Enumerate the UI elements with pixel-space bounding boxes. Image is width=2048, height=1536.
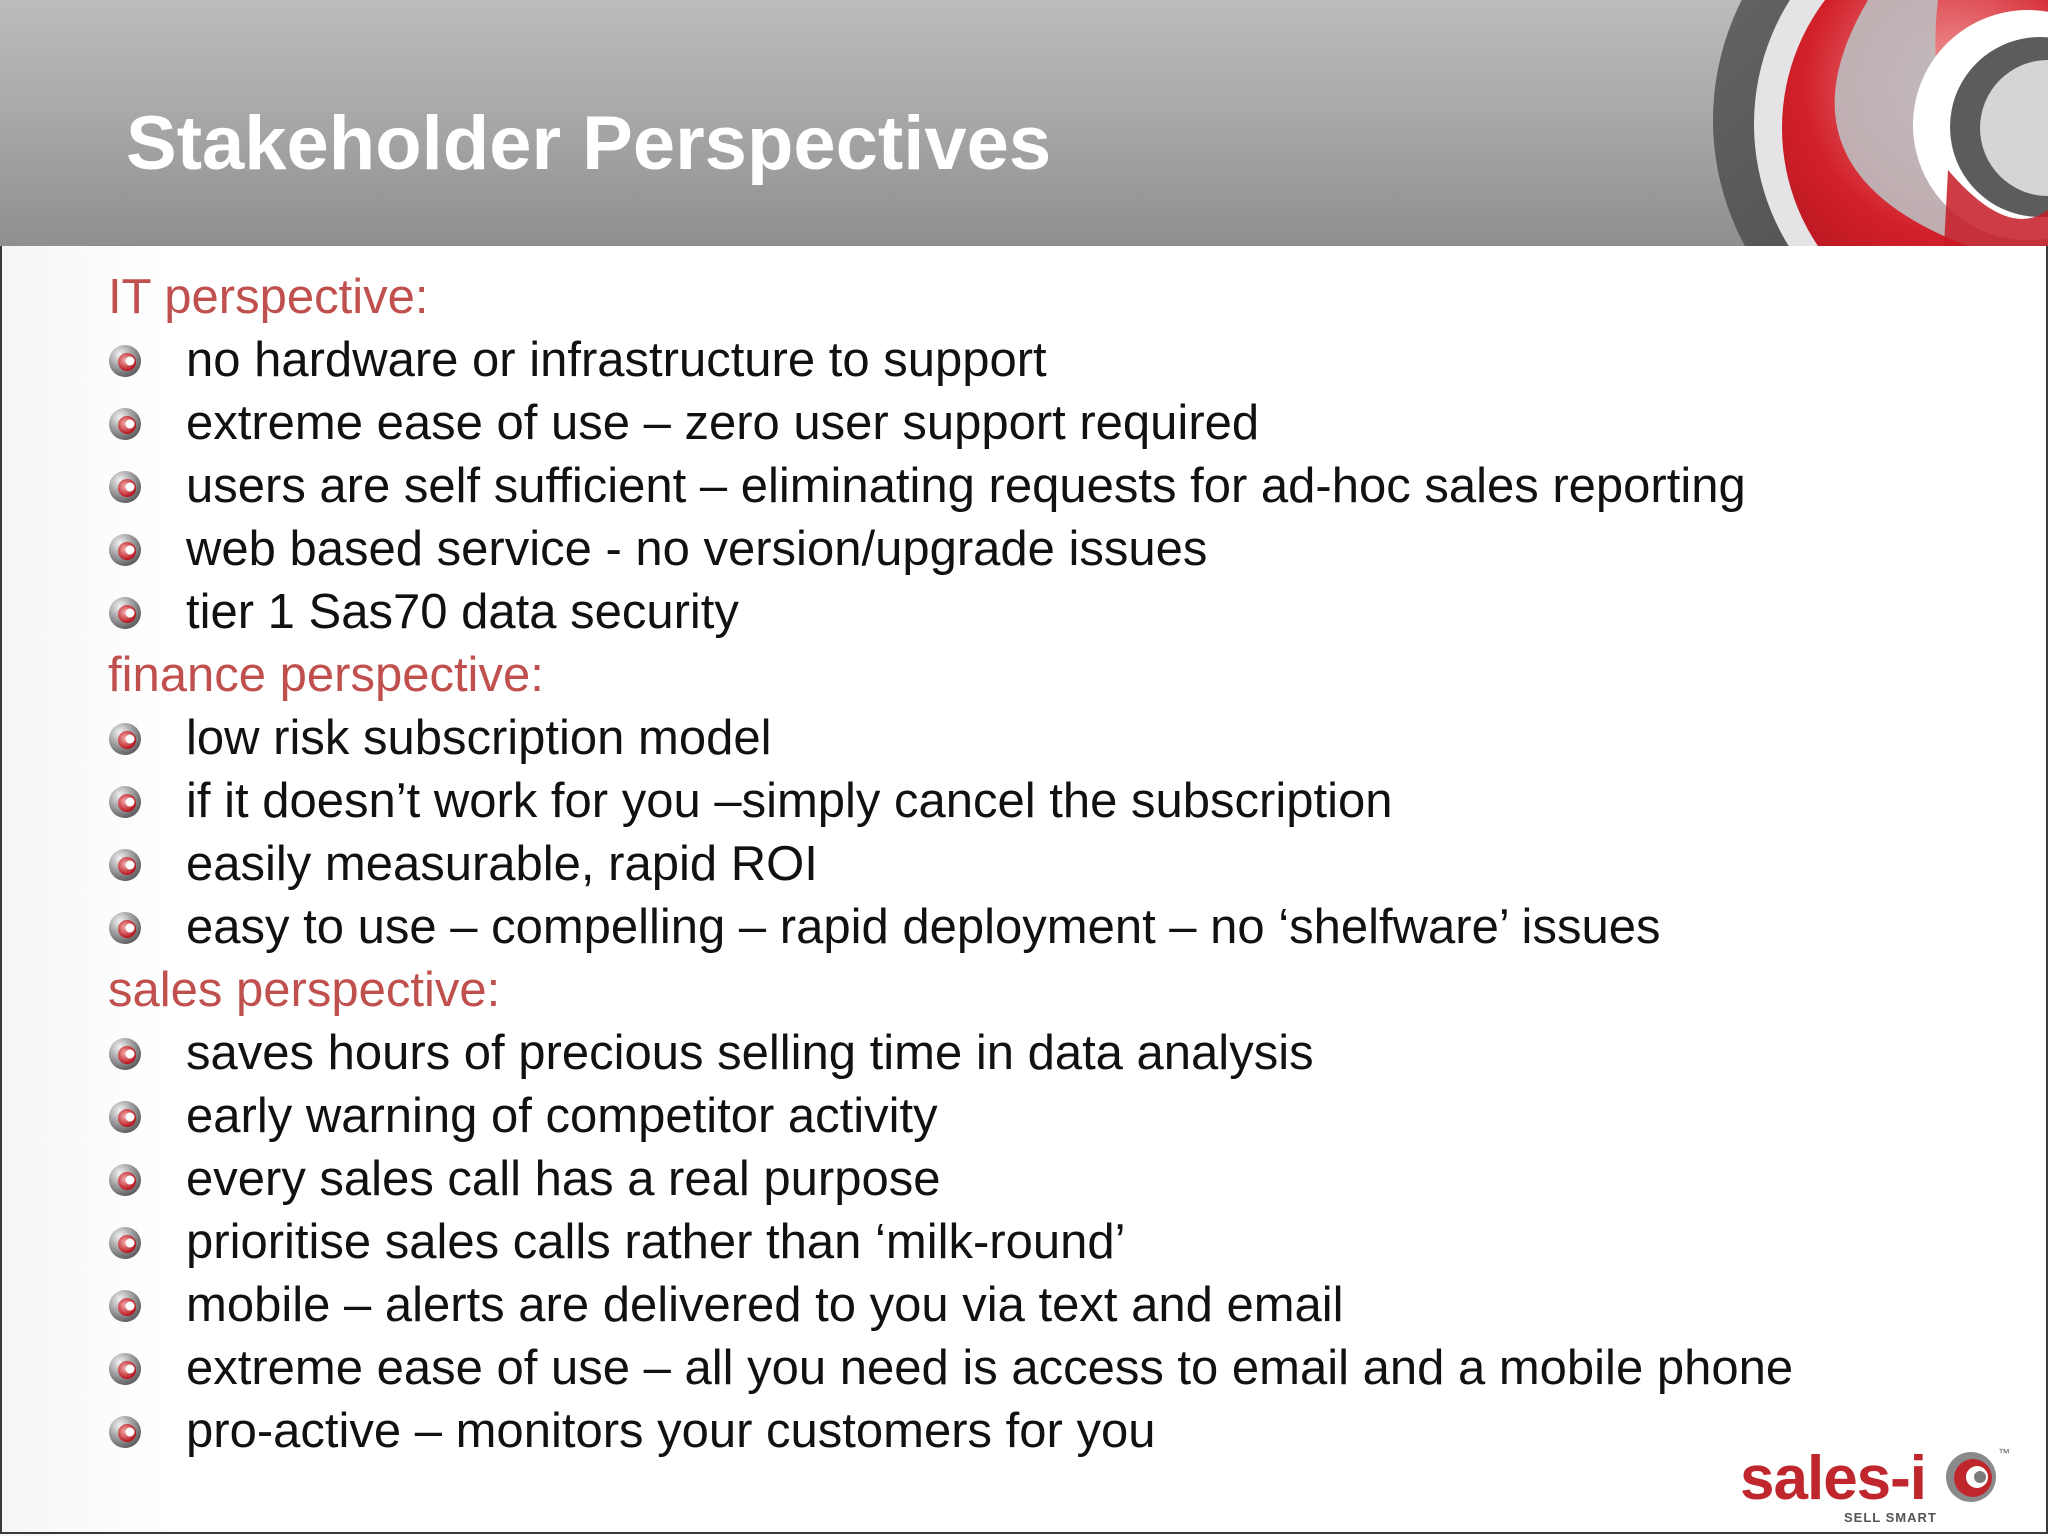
list-item-text: if it doesn’t work for you –simply cancel the subscription	[186, 774, 1393, 828]
orb-bullet-icon	[108, 785, 142, 819]
section-heading: IT perspective:	[108, 270, 429, 324]
list-item	[108, 1022, 1988, 1085]
list-item-text: users are self sufficient – eliminating requests for ad-hoc sales reporting	[186, 459, 1746, 513]
orb-bullet-icon	[108, 1226, 142, 1260]
logo-tagline: SELL SMART	[1844, 1510, 1937, 1525]
list-item	[108, 1148, 1988, 1211]
list-item	[108, 770, 1988, 833]
list-item-text: tier 1 Sas70 data security	[186, 585, 739, 639]
list-item	[108, 707, 1988, 770]
list-item-text: prioritise sales calls rather than ‘milk-round’	[186, 1215, 1126, 1269]
list-item	[108, 329, 1988, 392]
section-it	[108, 266, 1988, 644]
list-item	[108, 392, 1988, 455]
decorative-swoosh-icon	[1648, 0, 2048, 246]
orb-bullet-icon	[108, 848, 142, 882]
list-item	[108, 1085, 1988, 1148]
bullet-list	[108, 1022, 1988, 1463]
orb-bullet-icon	[108, 1415, 142, 1449]
section-sales	[108, 959, 1988, 1463]
list-item-text: web based service - no version/upgrade issues	[186, 522, 1208, 576]
list-item	[108, 1400, 1988, 1463]
slide-body	[108, 266, 1988, 1463]
orb-bullet-icon	[108, 722, 142, 756]
section-finance	[108, 644, 1988, 959]
section-heading: sales perspective:	[108, 963, 501, 1017]
logo-text: sales-i	[1740, 1444, 1927, 1513]
list-item-text: no hardware or infrastructure to support	[186, 333, 1047, 387]
list-item	[108, 518, 1988, 581]
list-item-text: every sales call has a real purpose	[186, 1152, 941, 1206]
section-heading: finance perspective:	[108, 648, 544, 702]
orb-bullet-icon	[108, 533, 142, 567]
orb-bullet-icon	[108, 1163, 142, 1197]
list-item	[108, 1337, 1988, 1400]
list-item-text: early warning of competitor activity	[186, 1089, 938, 1143]
list-item	[108, 455, 1988, 518]
orb-bullet-icon	[108, 1352, 142, 1386]
list-item-text: extreme ease of use – all you need is access to email and a mobile phone	[186, 1341, 1794, 1395]
title-banner	[0, 0, 2048, 246]
list-item	[108, 833, 1988, 896]
list-item	[108, 1211, 1988, 1274]
list-item	[108, 1274, 1988, 1337]
list-item	[108, 896, 1988, 959]
list-item-text: mobile – alerts are delivered to you via text and email	[186, 1278, 1344, 1332]
swirl-logo-icon	[1944, 1450, 1998, 1504]
orb-bullet-icon	[108, 344, 142, 378]
trademark-symbol: ™	[1998, 1446, 2010, 1460]
orb-bullet-icon	[108, 470, 142, 504]
bullet-list	[108, 707, 1988, 959]
list-item-text: easily measurable, rapid ROI	[186, 837, 818, 891]
orb-bullet-icon	[108, 407, 142, 441]
list-item	[108, 581, 1988, 644]
list-item-text: extreme ease of use – zero user support required	[186, 396, 1260, 450]
orb-bullet-icon	[108, 1100, 142, 1134]
orb-bullet-icon	[108, 1289, 142, 1323]
list-item-text: pro-active – monitors your customers for you	[186, 1404, 1156, 1458]
brand-logo	[1736, 1442, 2016, 1530]
orb-bullet-icon	[108, 1037, 142, 1071]
list-item-text: saves hours of precious selling time in data analysis	[186, 1026, 1314, 1080]
list-item-text: low risk subscription model	[186, 711, 772, 765]
slide-title: Stakeholder Perspectives	[126, 101, 1052, 186]
orb-bullet-icon	[108, 596, 142, 630]
list-item-text: easy to use – compelling – rapid deployment – no ‘shelfware’ issues	[186, 900, 1661, 954]
bullet-list	[108, 329, 1988, 644]
orb-bullet-icon	[108, 911, 142, 945]
